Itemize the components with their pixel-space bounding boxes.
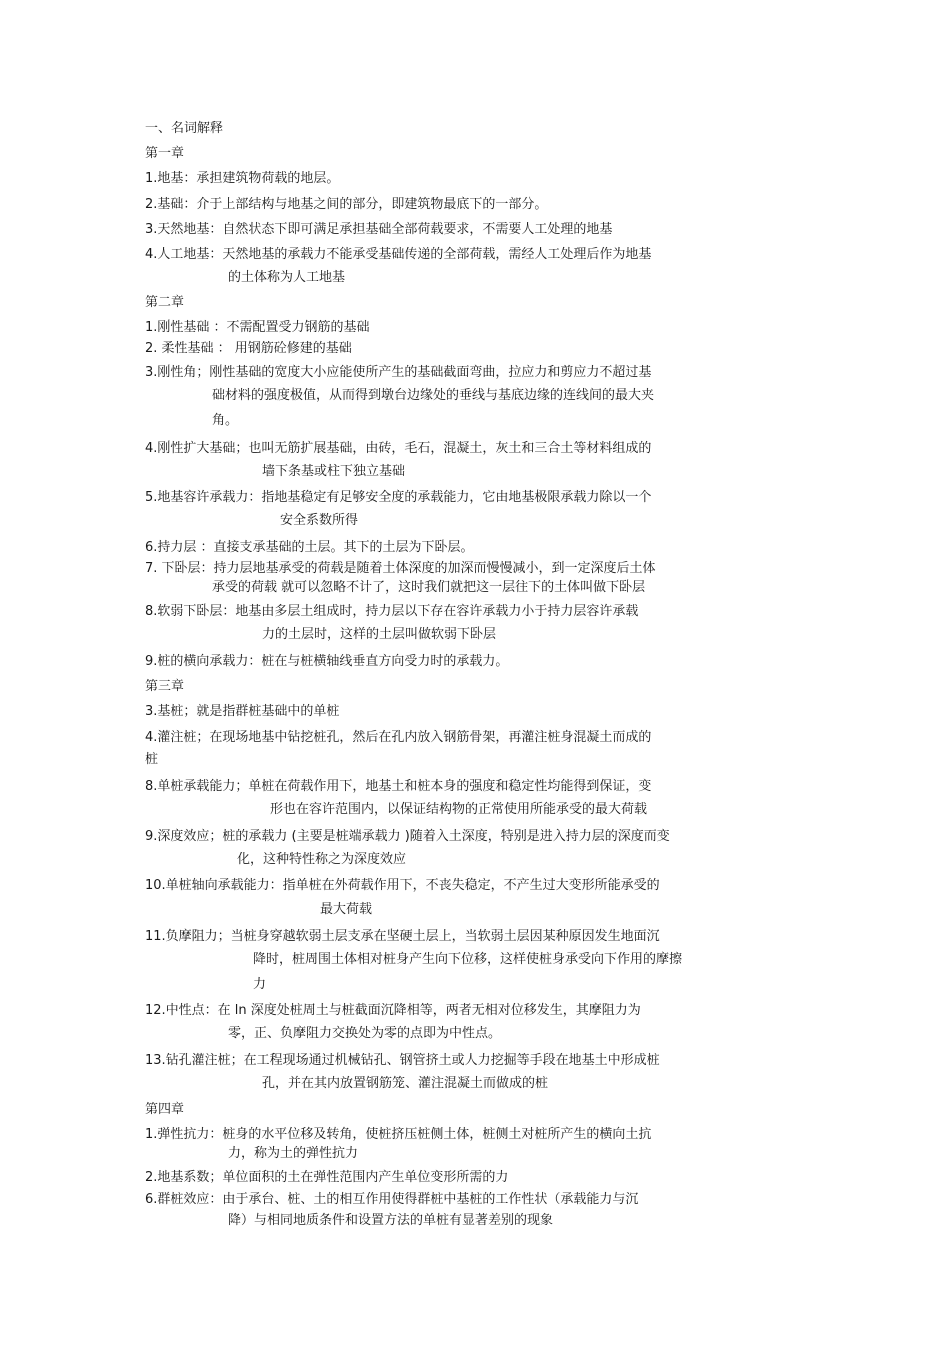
chapter-title: 第二章 [145, 295, 185, 310]
term-entry-continuation: 力，称为土的弹性抗力 [228, 1146, 359, 1161]
term-entry-continuation: 础材料的强度极值，从而得到墩台边缘处的垂线与基底边缘的连线间的最大夹 [212, 388, 655, 403]
term-entry: 9.桩的横向承载力：桩在与桩横轴线垂直方向受力时的承载力。 [145, 654, 509, 669]
term-entry: 13.钻孔灌注桩；在工程现场通过机械钻孔、钢管挤土或人力挖掘等手段在地基土中形成桩 [145, 1053, 660, 1068]
term-entry-continuation: 桩 [145, 752, 159, 767]
term-entry: 11.负摩阻力；当桩身穿越软弱土层支承在坚硬土层上，当软弱土层因某种原因发生地面沉 [145, 929, 660, 944]
term-entry: 2. 柔性基础 ： 用钢筋砼修建的基础 [145, 341, 352, 356]
term-entry-continuation: 承受的荷载 就可以忽略不计了，这时我们就把这一层往下的土体叫做下卧层 [212, 580, 646, 595]
term-entry: 2.基础：介于上部结构与地基之间的部分，即建筑物最底下的一部分。 [145, 197, 548, 212]
term-entry-continuation: 的土体称为人工地基 [228, 270, 346, 285]
term-entry: 4.灌注桩；在现场地基中钻挖桩孔，然后在孔内放入钢筋骨架，再灌注桩身混凝土而成的 [145, 730, 652, 745]
term-entry-continuation: 零，正、负摩阻力交换处为零的点即为中性点。 [228, 1026, 502, 1041]
term-entry-continuation: 降）与相同地质条件和设置方法的单桩有显著差别的现象 [228, 1213, 554, 1228]
term-entry: 3.刚性角；刚性基础的宽度大小应能使所产生的基础截面弯曲，拉应力和剪应力不超过基 [145, 365, 652, 380]
term-entry-continuation: 形也在容许范围内，以保证结构物的正常使用所能承受的最大荷载 [270, 802, 648, 817]
term-entry: 7. 下卧层：持力层地基承受的荷载是随着土体深度的加深而慢慢减小，到一定深度后土体 [145, 561, 656, 576]
term-entry: 2.地基系数；单位面积的土在弹性范围内产生单位变形所需的力 [145, 1170, 509, 1185]
term-entry: 1.弹性抗力：桩身的水平位移及转角，使桩挤压桩侧土体，桩侧土对桩所产生的横向土抗 [145, 1127, 652, 1142]
term-entry: 9.深度效应；桩的承载力 (主要是桩端承载力 )随着入土深度，特别是进入持力层的深度而变 [145, 829, 670, 844]
term-entry: 6.群桩效应：由于承台、桩、土的相互作用使得群桩中基桩的工作性状（承载能力与沉 [145, 1192, 639, 1207]
term-entry-continuation: 最大荷载 [320, 902, 373, 917]
term-entry: 6.持力层 ：直接支承基础的土层。其下的土层为下卧层。 [145, 540, 474, 555]
term-entry-continuation: 孔，并在其内放置钢筋笼、灌注混凝土而做成的桩 [262, 1076, 549, 1091]
term-entry: 3.基桩；就是指群桩基础中的单桩 [145, 704, 340, 719]
term-entry-continuation: 安全系数所得 [280, 513, 359, 528]
term-entry: 12.中性点：在 ln 深度处桩周土与桩截面沉降相等，两者无相对位移发生，其摩阻力为 [145, 1003, 641, 1018]
term-entry-continuation: 力 [253, 977, 267, 992]
term-entry: 5.地基容许承载力：指地基稳定有足够安全度的承载能力，它由地基极限承载力除以一个 [145, 490, 652, 505]
chapter-title: 第四章 [145, 1102, 185, 1117]
chapter-title: 第三章 [145, 679, 185, 694]
term-entry: 1.刚性基础 ：不需配置受力钢筋的基础 [145, 320, 370, 335]
term-entry-continuation: 降时，桩周围土体相对桩身产生向下位移，这样使桩身承受向下作用的摩擦 [253, 952, 683, 967]
term-entry-continuation: 化，这种特性称之为深度效应 [237, 852, 407, 867]
term-entry: 10.单桩轴向承载能力：指单桩在外荷载作用下，不丧失稳定，不产生过大变形所能承受的 [145, 878, 660, 893]
term-entry-continuation: 墙下条基或柱下独立基础 [262, 464, 406, 479]
term-entry-continuation: 角。 [212, 413, 239, 428]
term-entry-continuation: 力的土层时，这样的土层叫做软弱下卧层 [262, 627, 497, 642]
term-entry: 8.软弱下卧层：地基由多层土组成时，持力层以下存在容许承载力小于持力层容许承载 [145, 604, 639, 619]
section-title: 一、名词解释 [145, 121, 224, 136]
term-entry: 1.地基：承担建筑物荷载的地层。 [145, 171, 340, 186]
term-entry: 4.刚性扩大基础；也叫无筋扩展基础，由砖，毛石，混凝土，灰土和三合土等材料组成的 [145, 441, 652, 456]
term-entry: 4.人工地基：天然地基的承载力不能承受基础传递的全部荷载，需经人工处理后作为地基 [145, 247, 652, 262]
chapter-title: 第一章 [145, 146, 185, 161]
term-entry: 8.单桩承载能力；单桩在荷载作用下，地基土和桩本身的强度和稳定性均能得到保证，变 [145, 779, 652, 794]
term-entry: 3.天然地基：自然状态下即可满足承担基础全部荷载要求，不需要人工处理的地基 [145, 222, 613, 237]
